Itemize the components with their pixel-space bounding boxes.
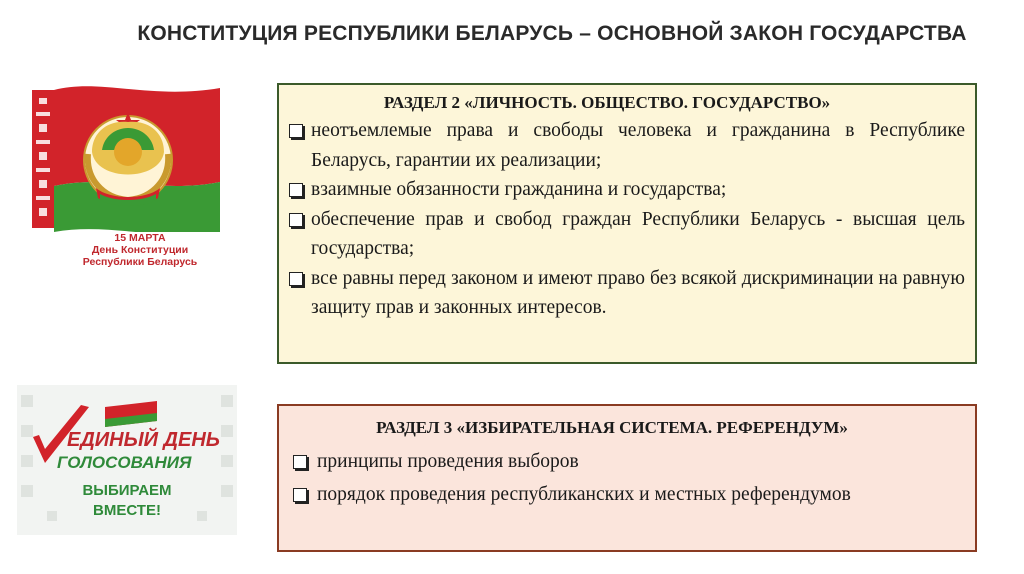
section3-heading: РАЗДЕЛ 3 «ИЗБИРАТЕЛЬНАЯ СИСТЕМА. РЕФЕРЕНДУМ»	[376, 418, 848, 437]
voting-slogan-line2: ВМЕСТЕ!	[93, 502, 161, 519]
list-item	[287, 264, 965, 323]
slide-title-text: КОНСТИТУЦИЯ РЕСПУБЛИКИ БЕЛАРУСЬ – ОСНОВНОЙ ЗАКОН ГОСУДАРСТВА	[137, 22, 967, 45]
list-item	[287, 205, 965, 264]
checkbox-bullet-icon	[289, 183, 303, 197]
voting-slogan-line1: ВЫБИРАЕМ	[82, 482, 172, 499]
constitution-day-image	[30, 82, 230, 277]
checkbox-bullet-icon	[293, 488, 307, 502]
list-item	[289, 445, 965, 478]
list-item-text: взаимные обязанности гражданина и государства;	[311, 179, 727, 200]
caption-holiday: День Конституции	[91, 244, 189, 256]
list-item	[287, 116, 965, 175]
voting-day-image	[17, 385, 237, 535]
checkbox-bullet-icon	[289, 124, 303, 138]
list-item	[287, 175, 965, 205]
list-item-text: неотъемлемые права и свободы человека и гражданина в Республике Беларусь, гарантии их реализации;	[311, 120, 965, 171]
slide-title	[0, 22, 1024, 46]
section2-list	[279, 113, 975, 323]
list-item-text: принципы проведения выборов	[317, 451, 579, 472]
section2-box	[277, 83, 977, 364]
voting-day-line1: ЕДИНЫЙ ДЕНЬ	[67, 429, 220, 451]
voting-day-line2: ГОЛОСОВАНИЯ	[57, 453, 192, 472]
list-item	[289, 478, 965, 511]
caption-date: 15 МАРТА	[114, 232, 166, 244]
list-item-text: обеспечение прав и свобод граждан Республики Беларусь - высшая цель государства;	[311, 208, 965, 259]
checkbox-bullet-icon	[293, 455, 307, 469]
list-item-text: все равны перед законом и имеют право без всякой дискриминации на равную защиту прав и законных интересов.	[311, 267, 965, 318]
checkbox-bullet-icon	[289, 272, 303, 286]
caption-country: Республики Беларусь	[82, 256, 198, 268]
checkbox-bullet-icon	[289, 213, 303, 227]
section3-box	[277, 404, 977, 552]
flag-emblem-graphic	[30, 82, 230, 232]
list-item-text: порядок проведения республиканских и местных референдумов	[317, 484, 851, 505]
constitution-day-caption	[50, 232, 230, 268]
section3-list	[279, 438, 975, 511]
section2-heading: РАЗДЕЛ 2 «ЛИЧНОСТЬ. ОБЩЕСТВО. ГОСУДАРСТВО»	[383, 93, 831, 112]
